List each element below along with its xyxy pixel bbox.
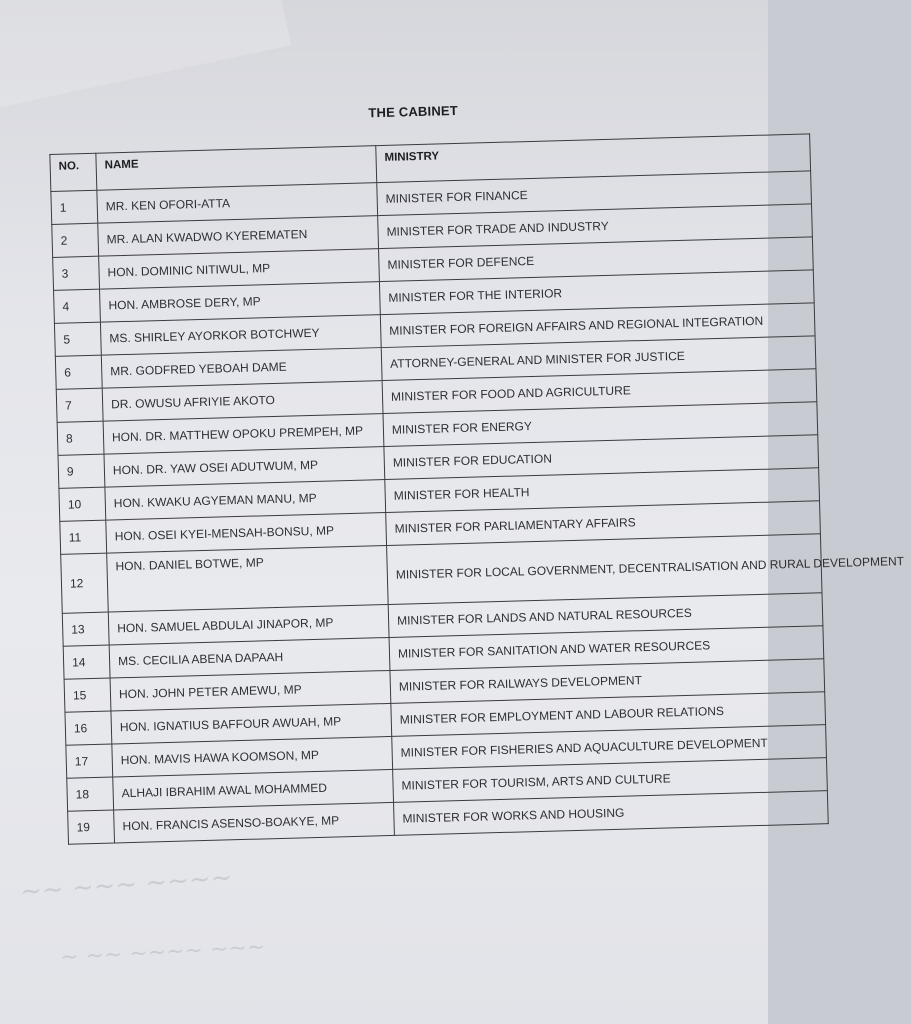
row-number: 19 xyxy=(68,810,115,844)
header-no: NO. xyxy=(50,153,97,191)
member-name: HON. AMBROSE DERY, MP xyxy=(100,282,381,323)
row-number: 2 xyxy=(52,223,99,257)
ministry-title: MINISTER FOR FINANCE xyxy=(377,171,812,216)
member-name: HON. DANIEL BOTWE, MP xyxy=(107,546,388,613)
row-number: 10 xyxy=(59,487,106,521)
row-number: 12 xyxy=(61,553,109,613)
ministry-title: MINISTER FOR ENERGY xyxy=(383,402,818,447)
member-name: HON. IGNATIUS BAFFOUR AWUAH, MP xyxy=(111,703,392,744)
member-name: MR. KEN OFORI-ATTA xyxy=(97,183,378,224)
member-name: MR. ALAN KWADWO KYEREMATEN xyxy=(98,216,379,257)
show-through-handwriting: ~~ ~~~ ~~~~ xyxy=(19,862,234,908)
ministry-title: MINISTER FOR EDUCATION xyxy=(384,435,819,480)
member-name: HON. FRANCIS ASENSO-BOAKYE, MP xyxy=(114,802,395,843)
header-ministry: MINISTRY xyxy=(376,134,811,183)
ministry-title: ATTORNEY-GENERAL AND MINISTER FOR JUSTICE xyxy=(381,336,816,381)
ministry-title: MINISTER FOR LANDS AND NATURAL RESOURCES xyxy=(388,593,823,638)
row-number: 13 xyxy=(62,612,109,646)
member-name: HON. MAVIS HAWA KOOMSON, MP xyxy=(112,736,393,777)
member-name: HON. DR. MATTHEW OPOKU PREMPEH, MP xyxy=(103,414,384,455)
row-number: 11 xyxy=(60,520,107,554)
ministry-title: MINISTER FOR DEFENCE xyxy=(379,237,814,282)
ministry-title: MINISTER FOR EMPLOYMENT AND LABOUR RELATIONS xyxy=(391,692,826,737)
ministry-title: MINISTER FOR THE INTERIOR xyxy=(379,270,814,315)
ministry-title: MINISTER FOR FOOD AND AGRICULTURE xyxy=(382,369,817,414)
ministry-title: MINISTER FOR FOREIGN AFFAIRS AND REGIONAL INTEGRATION xyxy=(380,303,815,348)
row-number: 4 xyxy=(54,289,101,323)
member-name: HON. DR. YAW OSEI ADUTWUM, MP xyxy=(104,447,385,488)
row-number: 14 xyxy=(63,645,110,679)
row-number: 18 xyxy=(67,777,114,811)
ministry-title: MINISTER FOR PARLIAMENTARY AFFAIRS xyxy=(386,501,821,546)
member-name: MS. SHIRLEY AYORKOR BOTCHWEY xyxy=(100,315,381,356)
ministry-title: MINISTER FOR FISHERIES AND AQUACULTURE DEVELOPMENT xyxy=(392,725,827,770)
member-name: MS. CECILIA ABENA DAPAAH xyxy=(109,637,390,678)
member-name: HON. OSEI KYEI-MENSAH-BONSU, MP xyxy=(106,513,387,554)
ministry-title: MINISTER FOR WORKS AND HOUSING xyxy=(394,791,829,836)
document-title: THE CABINET xyxy=(368,102,459,121)
row-number: 9 xyxy=(58,454,105,488)
ministry-title: MINISTER FOR RAILWAYS DEVELOPMENT xyxy=(390,659,825,704)
row-number: 7 xyxy=(56,388,103,422)
document-content xyxy=(48,84,905,835)
row-number: 5 xyxy=(54,322,101,356)
member-name: ALHAJI IBRAHIM AWAL MOHAMMED xyxy=(113,769,394,810)
member-name: HON. KWAKU AGYEMAN MANU, MP xyxy=(105,480,386,521)
member-name: HON. SAMUEL ABDULAI JINAPOR, MP xyxy=(108,604,389,645)
row-number: 6 xyxy=(55,355,102,389)
ministry-title: MINISTER FOR LOCAL GOVERNMENT, DECENTRALISATION AND RURAL DEVELOPMENT xyxy=(387,534,822,605)
row-number: 3 xyxy=(53,256,100,290)
member-name: HON. JOHN PETER AMEWU, MP xyxy=(110,670,391,711)
show-through-handwriting: ~ ~~ ~~~~ ~~~ xyxy=(59,934,266,971)
row-number: 15 xyxy=(64,678,111,712)
ministry-title: MINISTER FOR HEALTH xyxy=(385,468,820,513)
member-name: HON. DOMINIC NITIWUL, MP xyxy=(99,249,380,290)
cabinet-table xyxy=(49,133,905,844)
row-number: 16 xyxy=(65,711,112,745)
row-number: 8 xyxy=(57,421,104,455)
ministry-title: MINISTER FOR TRADE AND INDUSTRY xyxy=(378,204,813,249)
paper-fold-highlight xyxy=(0,0,291,112)
row-number: 17 xyxy=(66,744,113,778)
member-name: MR. GODFRED YEBOAH DAME xyxy=(101,348,382,389)
row-number: 1 xyxy=(51,190,98,224)
header-name: NAME xyxy=(96,146,377,191)
ministry-title: MINISTER FOR SANITATION AND WATER RESOURCES xyxy=(389,626,824,671)
ministry-title: MINISTER FOR TOURISM, ARTS AND CULTURE xyxy=(393,758,828,803)
member-name: DR. OWUSU AFRIYIE AKOTO xyxy=(102,381,383,422)
